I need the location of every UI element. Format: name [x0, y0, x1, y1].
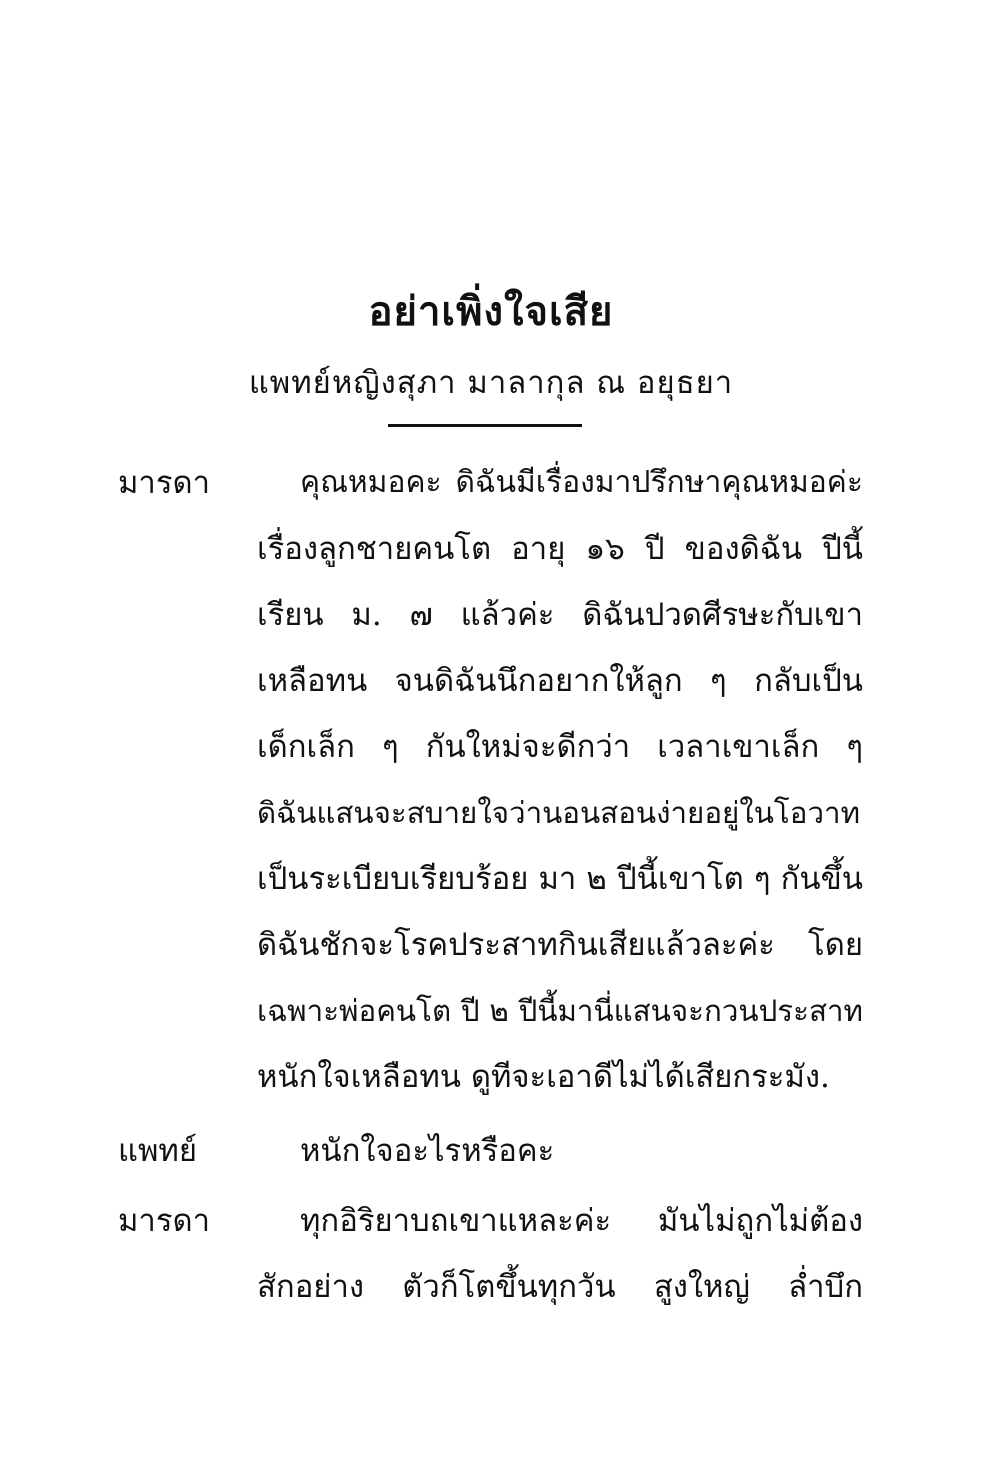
article-title: อย่าเพิ่งใจเสีย	[368, 288, 614, 335]
dialogue-line: เหลือทน จนดิฉันนึกอยากให้ลูก ๆ กลับเป็น	[257, 663, 863, 699]
dialogue-line: เป็นระเบียบเรียบร้อย มา ๒ ปีนี้เขาโต ๆ กันขึ้น	[257, 861, 863, 897]
dialogue-line: คุณหมอคะ ดิฉันมีเรื่องมาปรึกษาคุณหมอค่ะ	[300, 465, 863, 500]
title-underline-divider	[388, 424, 582, 427]
speaker-label: มารดา	[118, 1203, 211, 1239]
dialogue-line: สักอย่าง ตัวก็โตขึ้นทุกวัน สูงใหญ่ ล่ำบึก	[257, 1269, 863, 1305]
dialogue-line: เด็กเล็ก ๆ กันใหม่จะดีกว่า เวลาเขาเล็ก ๆ	[257, 729, 863, 765]
dialogue-line: เรื่องลูกชายคนโต อายุ ๑๖ ปี ของดิฉัน ปีนี้	[257, 531, 863, 567]
dialogue-line: ทุกอิริยาบถเขาแหละค่ะ มันไม่ถูกไม่ต้อง	[300, 1203, 863, 1239]
dialogue-line: ดิฉันแสนจะสบายใจว่านอนสอนง่ายอยู่ในโอวาท	[257, 796, 861, 830]
dialogue-line: เฉพาะพ่อคนโต ปี ๒ ปีนี้มานี่แสนจะกวนประสาท	[257, 994, 863, 1028]
speaker-label: แพทย์	[118, 1133, 198, 1169]
dialogue-line: หนักใจอะไรหรือคะ	[300, 1133, 555, 1169]
dialogue-line: เรียน ม. ๗ แล้วค่ะ ดิฉันปวดศีรษะกับเขา	[257, 597, 863, 633]
author-byline: แพทย์หญิงสุภา มาลากุล ณ อยุธยา	[248, 365, 734, 401]
speaker-label: มารดา	[118, 465, 211, 501]
dialogue-line: ดิฉันชักจะโรคประสาทกินเสียแล้วละค่ะ โดย	[257, 927, 863, 963]
dialogue-line: หนักใจเหลือทน ดูทีจะเอาดีไม่ได้เสียกระมัง.	[257, 1059, 830, 1095]
